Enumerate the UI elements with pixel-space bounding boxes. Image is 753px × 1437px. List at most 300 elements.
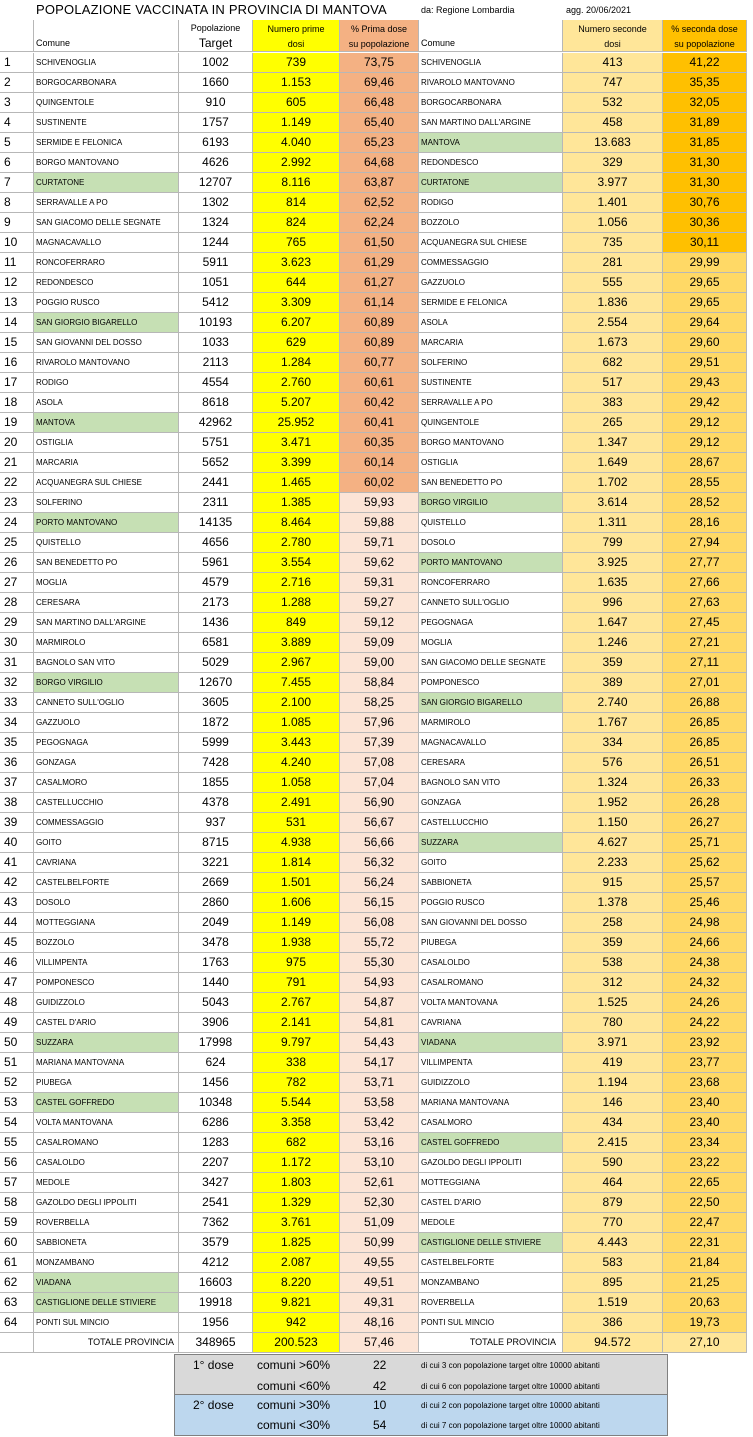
numero-prime-dosi: 782 xyxy=(253,1073,340,1093)
popolazione-target: 4554 xyxy=(179,373,253,393)
popolazione-target: 6193 xyxy=(179,133,253,153)
comune-seconda: ACQUANEGRA SUL CHIESE xyxy=(419,233,563,253)
numero-seconde-dosi: 2.415 xyxy=(563,1133,663,1153)
numero-seconde-dosi: 1.767 xyxy=(563,713,663,733)
numero-prime-dosi: 2.967 xyxy=(253,653,340,673)
summary-first-note-2: di cui 6 con popolazione target oltre 10000 abitanti xyxy=(421,1382,600,1391)
popolazione-target: 910 xyxy=(179,93,253,113)
numero-seconde-dosi: 895 xyxy=(563,1273,663,1293)
table-row xyxy=(0,173,753,193)
numero-seconde-dosi: 2.740 xyxy=(563,693,663,713)
header-prime-dosi-line1: Numero prime xyxy=(267,24,325,34)
table-row xyxy=(0,1213,753,1233)
table-row xyxy=(0,773,753,793)
comune-seconda: GAZOLDO DEGLI IPPOLITI xyxy=(419,1153,563,1173)
comune-seconda: ASOLA xyxy=(419,313,563,333)
table-row xyxy=(0,853,753,873)
numero-prime-dosi: 1.465 xyxy=(253,473,340,493)
comune-prima: SAN MARTINO DALL'ARGINE xyxy=(34,613,179,633)
popolazione-target: 1855 xyxy=(179,773,253,793)
comune-prima: QUISTELLO xyxy=(34,533,179,553)
numero-prime-dosi: 4.240 xyxy=(253,753,340,773)
total-prime-dosi: 200.523 xyxy=(253,1333,340,1353)
numero-seconde-dosi: 915 xyxy=(563,873,663,893)
comune-prima: SUSTINENTE xyxy=(34,113,179,133)
numero-seconde-dosi: 3.614 xyxy=(563,493,663,513)
row-index: 42 xyxy=(0,873,34,893)
pct-prima-dose: 56,15 xyxy=(340,893,419,913)
pct-prima-dose: 69,46 xyxy=(340,73,419,93)
numero-prime-dosi: 7.455 xyxy=(253,673,340,693)
pct-seconda-dose: 32,05 xyxy=(663,93,747,113)
comune-seconda: CASALMORO xyxy=(419,1113,563,1133)
comune-prima: MOGLIA xyxy=(34,573,179,593)
numero-prime-dosi: 8.464 xyxy=(253,513,340,533)
popolazione-target: 16603 xyxy=(179,1273,253,1293)
numero-prime-dosi: 1.288 xyxy=(253,593,340,613)
table-row xyxy=(0,953,753,973)
comune-seconda: PEGOGNAGA xyxy=(419,613,563,633)
total-pct-prima: 57,46 xyxy=(340,1333,419,1353)
table-row xyxy=(0,813,753,833)
pct-prima-dose: 59,00 xyxy=(340,653,419,673)
pct-seconda-dose: 28,16 xyxy=(663,513,747,533)
table-row xyxy=(0,333,753,353)
numero-prime-dosi: 1.606 xyxy=(253,893,340,913)
comune-seconda: CASTELBELFORTE xyxy=(419,1253,563,1273)
table-row xyxy=(0,513,753,533)
comune-prima: BORGO MANTOVANO xyxy=(34,153,179,173)
comune-prima: OSTIGLIA xyxy=(34,433,179,453)
sheet-title: POPOLAZIONE VACCINATA IN PROVINCIA DI MANTOVA xyxy=(36,2,387,17)
pct-seconda-dose: 23,68 xyxy=(663,1073,747,1093)
numero-seconde-dosi: 590 xyxy=(563,1153,663,1173)
total-pct-seconda: 27,10 xyxy=(663,1333,747,1353)
row-index: 13 xyxy=(0,293,34,313)
numero-prime-dosi: 2.780 xyxy=(253,533,340,553)
table-row xyxy=(0,113,753,133)
pct-prima-dose: 53,71 xyxy=(340,1073,419,1093)
popolazione-target: 4626 xyxy=(179,153,253,173)
comune-prima: CASTELLUCCHIO xyxy=(34,793,179,813)
numero-seconde-dosi: 517 xyxy=(563,373,663,393)
numero-seconde-dosi: 538 xyxy=(563,953,663,973)
numero-prime-dosi: 1.385 xyxy=(253,493,340,513)
comune-prima: SAN GIACOMO DELLE SEGNATE xyxy=(34,213,179,233)
numero-seconde-dosi: 146 xyxy=(563,1093,663,1113)
pct-seconda-dose: 29,12 xyxy=(663,433,747,453)
row-index: 1 xyxy=(0,53,34,73)
numero-prime-dosi: 975 xyxy=(253,953,340,973)
comune-prima: ASOLA xyxy=(34,393,179,413)
comune-seconda: MAGNACAVALLO xyxy=(419,733,563,753)
row-index: 19 xyxy=(0,413,34,433)
pct-prima-dose: 59,88 xyxy=(340,513,419,533)
pct-seconda-dose: 27,21 xyxy=(663,633,747,653)
numero-seconde-dosi: 359 xyxy=(563,933,663,953)
comune-seconda: OSTIGLIA xyxy=(419,453,563,473)
total-seconde-dosi: 94.572 xyxy=(563,1333,663,1353)
table-row xyxy=(0,713,753,733)
table-row xyxy=(0,793,753,813)
pct-prima-dose: 60,42 xyxy=(340,393,419,413)
pct-seconda-dose: 31,30 xyxy=(663,173,747,193)
comune-prima: ACQUANEGRA SUL CHIESE xyxy=(34,473,179,493)
popolazione-target: 1456 xyxy=(179,1073,253,1093)
popolazione-target: 3478 xyxy=(179,933,253,953)
numero-seconde-dosi: 747 xyxy=(563,73,663,93)
popolazione-target: 1956 xyxy=(179,1313,253,1333)
pct-prima-dose: 56,08 xyxy=(340,913,419,933)
comune-prima: CANNETO SULL'OGLIO xyxy=(34,693,179,713)
row-index: 3 xyxy=(0,93,34,113)
row-index: 6 xyxy=(0,153,34,173)
popolazione-target: 5751 xyxy=(179,433,253,453)
header-pct-prima-line1: % Prima dose xyxy=(350,24,408,34)
comune-seconda: VILLIMPENTA xyxy=(419,1053,563,1073)
pct-seconda-dose: 22,31 xyxy=(663,1233,747,1253)
row-index: 28 xyxy=(0,593,34,613)
pct-prima-dose: 54,93 xyxy=(340,973,419,993)
row-index: 25 xyxy=(0,533,34,553)
comune-prima: GOITO xyxy=(34,833,179,853)
comune-seconda: SCHIVENOGLIA xyxy=(419,53,563,73)
comune-seconda: CANNETO SULL'OGLIO xyxy=(419,593,563,613)
numero-seconde-dosi: 1.401 xyxy=(563,193,663,213)
pct-seconda-dose: 27,11 xyxy=(663,653,747,673)
pct-prima-dose: 61,50 xyxy=(340,233,419,253)
numero-seconde-dosi: 1.635 xyxy=(563,573,663,593)
summary-second-cond-1: comuni >30% xyxy=(257,1398,331,1412)
pct-prima-dose: 60,02 xyxy=(340,473,419,493)
popolazione-target: 1051 xyxy=(179,273,253,293)
numero-prime-dosi: 3.309 xyxy=(253,293,340,313)
numero-prime-dosi: 1.153 xyxy=(253,73,340,93)
pct-seconda-dose: 27,01 xyxy=(663,673,747,693)
numero-prime-dosi: 3.761 xyxy=(253,1213,340,1233)
comune-seconda: POMPONESCO xyxy=(419,673,563,693)
summary-first-cond-1: comuni >60% xyxy=(257,1358,331,1372)
comune-prima: CASTELBELFORTE xyxy=(34,873,179,893)
pct-seconda-dose: 31,85 xyxy=(663,133,747,153)
numero-seconde-dosi: 576 xyxy=(563,753,663,773)
pct-seconda-dose: 21,25 xyxy=(663,1273,747,1293)
table-row xyxy=(0,633,753,653)
popolazione-target: 5029 xyxy=(179,653,253,673)
numero-prime-dosi: 824 xyxy=(253,213,340,233)
comune-prima: CASTEL GOFFREDO xyxy=(34,1093,179,1113)
pct-seconda-dose: 27,63 xyxy=(663,593,747,613)
numero-seconde-dosi: 359 xyxy=(563,653,663,673)
row-index: 8 xyxy=(0,193,34,213)
pct-seconda-dose: 27,45 xyxy=(663,613,747,633)
pct-prima-dose: 59,62 xyxy=(340,553,419,573)
comune-seconda: CERESARA xyxy=(419,753,563,773)
numero-seconde-dosi: 1.056 xyxy=(563,213,663,233)
numero-seconde-dosi: 389 xyxy=(563,673,663,693)
pct-seconda-dose: 22,47 xyxy=(663,1213,747,1233)
numero-prime-dosi: 849 xyxy=(253,613,340,633)
pct-seconda-dose: 24,38 xyxy=(663,953,747,973)
row-index: 2 xyxy=(0,73,34,93)
comune-seconda: CAVRIANA xyxy=(419,1013,563,1033)
row-index: 39 xyxy=(0,813,34,833)
popolazione-target: 1302 xyxy=(179,193,253,213)
row-index: 18 xyxy=(0,393,34,413)
comune-prima: SCHIVENOGLIA xyxy=(34,53,179,73)
row-index: 61 xyxy=(0,1253,34,1273)
pct-seconda-dose: 22,50 xyxy=(663,1193,747,1213)
table-row xyxy=(0,133,753,153)
row-index: 23 xyxy=(0,493,34,513)
row-index: 34 xyxy=(0,713,34,733)
pct-prima-dose: 55,30 xyxy=(340,953,419,973)
comune-prima: CASALROMANO xyxy=(34,1133,179,1153)
table-row xyxy=(0,73,753,93)
table-row xyxy=(0,313,753,333)
row-index: 46 xyxy=(0,953,34,973)
numero-prime-dosi: 1.803 xyxy=(253,1173,340,1193)
table-row xyxy=(0,693,753,713)
popolazione-target: 5652 xyxy=(179,453,253,473)
numero-seconde-dosi: 555 xyxy=(563,273,663,293)
popolazione-target: 1324 xyxy=(179,213,253,233)
row-index: 26 xyxy=(0,553,34,573)
row-index: 41 xyxy=(0,853,34,873)
numero-prime-dosi: 1.825 xyxy=(253,1233,340,1253)
table-row xyxy=(0,93,753,113)
table-row xyxy=(0,1073,753,1093)
summary-second-note-2: di cui 7 con popolazione target oltre 10000 abitanti xyxy=(421,1421,600,1430)
header-pct-prima-line2: su popolazione xyxy=(348,39,410,49)
summary-second-dose xyxy=(174,1394,668,1436)
numero-seconde-dosi: 4.443 xyxy=(563,1233,663,1253)
numero-seconde-dosi: 780 xyxy=(563,1013,663,1033)
pct-seconda-dose: 20,63 xyxy=(663,1293,747,1313)
table-row xyxy=(0,573,753,593)
numero-prime-dosi: 8.116 xyxy=(253,173,340,193)
numero-prime-dosi: 1.284 xyxy=(253,353,340,373)
pct-prima-dose: 59,31 xyxy=(340,573,419,593)
comune-seconda: CASTEL D'ARIO xyxy=(419,1193,563,1213)
numero-prime-dosi: 3.889 xyxy=(253,633,340,653)
pct-prima-dose: 53,10 xyxy=(340,1153,419,1173)
total-popolazione: 348965 xyxy=(179,1333,253,1353)
table-row xyxy=(0,213,753,233)
pct-seconda-dose: 30,36 xyxy=(663,213,747,233)
popolazione-target: 4656 xyxy=(179,533,253,553)
popolazione-target: 3605 xyxy=(179,693,253,713)
numero-seconde-dosi: 1.519 xyxy=(563,1293,663,1313)
pct-prima-dose: 56,90 xyxy=(340,793,419,813)
pct-prima-dose: 54,81 xyxy=(340,1013,419,1033)
numero-prime-dosi: 4.938 xyxy=(253,833,340,853)
pct-prima-dose: 54,87 xyxy=(340,993,419,1013)
numero-seconde-dosi: 2.554 xyxy=(563,313,663,333)
comune-seconda: BAGNOLO SAN VITO xyxy=(419,773,563,793)
total-label: TOTALE PROVINCIA xyxy=(34,1333,179,1353)
pct-seconda-dose: 28,67 xyxy=(663,453,747,473)
row-index: 37 xyxy=(0,773,34,793)
popolazione-target: 1244 xyxy=(179,233,253,253)
popolazione-target: 7428 xyxy=(179,753,253,773)
row-index: 20 xyxy=(0,433,34,453)
popolazione-target: 5412 xyxy=(179,293,253,313)
pct-seconda-dose: 27,77 xyxy=(663,553,747,573)
row-index: 7 xyxy=(0,173,34,193)
comune-prima: GAZOLDO DEGLI IPPOLITI xyxy=(34,1193,179,1213)
table-row xyxy=(0,593,753,613)
comune-prima: PEGOGNAGA xyxy=(34,733,179,753)
pct-prima-dose: 64,68 xyxy=(340,153,419,173)
numero-seconde-dosi: 682 xyxy=(563,353,663,373)
row-index: 44 xyxy=(0,913,34,933)
popolazione-target: 3906 xyxy=(179,1013,253,1033)
row-index: 56 xyxy=(0,1153,34,1173)
row-index: 24 xyxy=(0,513,34,533)
numero-seconde-dosi: 464 xyxy=(563,1173,663,1193)
pct-prima-dose: 62,24 xyxy=(340,213,419,233)
row-index: 49 xyxy=(0,1013,34,1033)
popolazione-target: 19918 xyxy=(179,1293,253,1313)
pct-prima-dose: 58,84 xyxy=(340,673,419,693)
total-label2: TOTALE PROVINCIA xyxy=(419,1333,563,1353)
numero-seconde-dosi: 265 xyxy=(563,413,663,433)
pct-prima-dose: 49,31 xyxy=(340,1293,419,1313)
row-index: 21 xyxy=(0,453,34,473)
comune-seconda: SABBIONETA xyxy=(419,873,563,893)
comune-seconda: GAZZUOLO xyxy=(419,273,563,293)
numero-seconde-dosi: 434 xyxy=(563,1113,663,1133)
numero-prime-dosi: 9.797 xyxy=(253,1033,340,1053)
popolazione-target: 8715 xyxy=(179,833,253,853)
comune-seconda: SAN GIACOMO DELLE SEGNATE xyxy=(419,653,563,673)
popolazione-target: 5961 xyxy=(179,553,253,573)
pct-seconda-dose: 24,32 xyxy=(663,973,747,993)
table-row xyxy=(0,1053,753,1073)
comune-seconda: CURTATONE xyxy=(419,173,563,193)
pct-seconda-dose: 26,27 xyxy=(663,813,747,833)
pct-prima-dose: 61,14 xyxy=(340,293,419,313)
comune-prima: RODIGO xyxy=(34,373,179,393)
pct-prima-dose: 57,96 xyxy=(340,713,419,733)
pct-seconda-dose: 24,22 xyxy=(663,1013,747,1033)
row-index: 59 xyxy=(0,1213,34,1233)
numero-seconde-dosi: 1.324 xyxy=(563,773,663,793)
comune-prima: RIVAROLO MANTOVANO xyxy=(34,353,179,373)
pct-seconda-dose: 28,55 xyxy=(663,473,747,493)
pct-seconda-dose: 29,60 xyxy=(663,333,747,353)
popolazione-target: 5043 xyxy=(179,993,253,1013)
numero-prime-dosi: 1.149 xyxy=(253,913,340,933)
numero-seconde-dosi: 1.194 xyxy=(563,1073,663,1093)
numero-seconde-dosi: 1.378 xyxy=(563,893,663,913)
comune-prima: BORGOCARBONARA xyxy=(34,73,179,93)
numero-prime-dosi: 791 xyxy=(253,973,340,993)
pct-prima-dose: 53,16 xyxy=(340,1133,419,1153)
popolazione-target: 1440 xyxy=(179,973,253,993)
numero-prime-dosi: 1.814 xyxy=(253,853,340,873)
pct-prima-dose: 65,23 xyxy=(340,133,419,153)
header-comune2: Comune xyxy=(419,20,563,52)
pct-prima-dose: 51,09 xyxy=(340,1213,419,1233)
comune-seconda: GONZAGA xyxy=(419,793,563,813)
header-row xyxy=(0,20,753,52)
table-row xyxy=(0,193,753,213)
comune-seconda: SERRAVALLE A PO xyxy=(419,393,563,413)
table-row xyxy=(0,153,753,173)
popolazione-target: 937 xyxy=(179,813,253,833)
row-index: 64 xyxy=(0,1313,34,1333)
row-index: 40 xyxy=(0,833,34,853)
table-row xyxy=(0,293,753,313)
popolazione-target: 1660 xyxy=(179,73,253,93)
popolazione-target: 12670 xyxy=(179,673,253,693)
comune-prima: GONZAGA xyxy=(34,753,179,773)
comune-seconda: BORGO MANTOVANO xyxy=(419,433,563,453)
numero-seconde-dosi: 799 xyxy=(563,533,663,553)
comune-seconda: POGGIO RUSCO xyxy=(419,893,563,913)
header-prime-dosi-line2: dosi xyxy=(287,39,305,49)
pct-seconda-dose: 31,89 xyxy=(663,113,747,133)
numero-seconde-dosi: 13.683 xyxy=(563,133,663,153)
numero-prime-dosi: 3.471 xyxy=(253,433,340,453)
comune-seconda: VOLTA MANTOVANA xyxy=(419,993,563,1013)
comune-seconda: REDONDESCO xyxy=(419,153,563,173)
pct-seconda-dose: 26,51 xyxy=(663,753,747,773)
row-index: 11 xyxy=(0,253,34,273)
numero-seconde-dosi: 3.971 xyxy=(563,1033,663,1053)
comune-seconda: CASALROMANO xyxy=(419,973,563,993)
numero-prime-dosi: 765 xyxy=(253,233,340,253)
comune-prima: BORGO VIRGILIO xyxy=(34,673,179,693)
popolazione-target: 4212 xyxy=(179,1253,253,1273)
comune-seconda: MEDOLE xyxy=(419,1213,563,1233)
comune-prima: CASALOLDO xyxy=(34,1153,179,1173)
table-row xyxy=(0,613,753,633)
popolazione-target: 2173 xyxy=(179,593,253,613)
pct-prima-dose: 56,66 xyxy=(340,833,419,853)
comune-seconda: MANTOVA xyxy=(419,133,563,153)
comune-seconda: SOLFERINO xyxy=(419,353,563,373)
pct-prima-dose: 53,58 xyxy=(340,1093,419,1113)
comune-prima: MAGNACAVALLO xyxy=(34,233,179,253)
comune-prima: MARMIROLO xyxy=(34,633,179,653)
comune-seconda: BORGOCARBONARA xyxy=(419,93,563,113)
header-popolazione-line2: Target xyxy=(198,36,233,50)
row-index: 58 xyxy=(0,1193,34,1213)
pct-prima-dose: 62,52 xyxy=(340,193,419,213)
table-row xyxy=(0,413,753,433)
table-row xyxy=(0,1253,753,1273)
comune-prima: SUZZARA xyxy=(34,1033,179,1053)
numero-seconde-dosi: 1.836 xyxy=(563,293,663,313)
table-row xyxy=(0,753,753,773)
comune-prima: COMMESSAGGIO xyxy=(34,813,179,833)
summary-first-count-1: 22 xyxy=(373,1358,387,1372)
comune-prima: POGGIO RUSCO xyxy=(34,293,179,313)
pct-prima-dose: 56,67 xyxy=(340,813,419,833)
popolazione-target: 8618 xyxy=(179,393,253,413)
pct-prima-dose: 50,99 xyxy=(340,1233,419,1253)
comune-prima: PORTO MANTOVANO xyxy=(34,513,179,533)
pct-seconda-dose: 30,76 xyxy=(663,193,747,213)
pct-seconda-dose: 19,73 xyxy=(663,1313,747,1333)
numero-prime-dosi: 1.501 xyxy=(253,873,340,893)
comune-prima: DOSOLO xyxy=(34,893,179,913)
comune-seconda: MONZAMBANO xyxy=(419,1273,563,1293)
comune-prima: SAN GIORGIO BIGARELLO xyxy=(34,313,179,333)
